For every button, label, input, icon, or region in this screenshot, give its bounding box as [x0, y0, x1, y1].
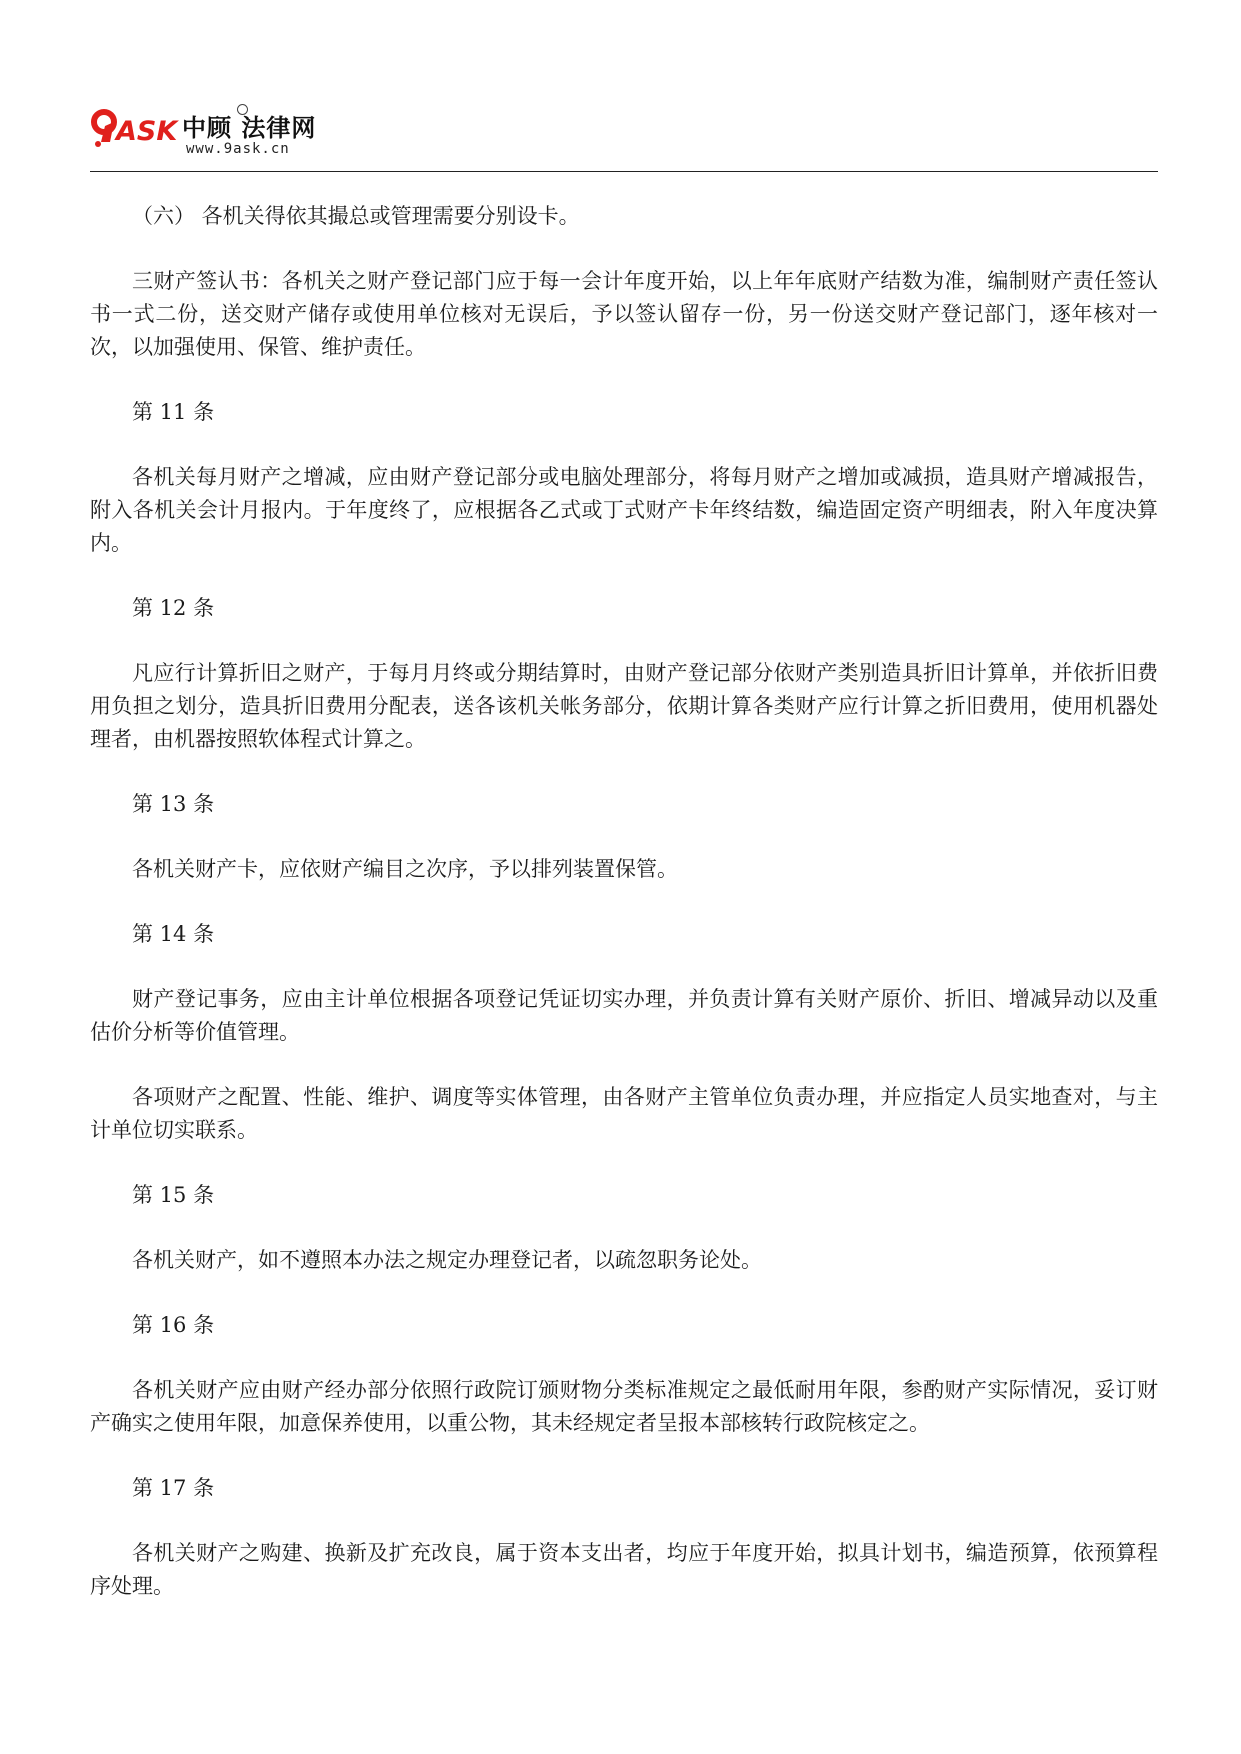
paragraph: 各机关财产卡，应依财产编目之次序，予以排列装置保管。: [132, 857, 678, 881]
article-heading: 第 12 条: [132, 596, 215, 620]
paragraph: 各机关财产，如不遵照本办法之规定办理登记者，以疏忽职务论处。: [132, 1248, 762, 1272]
paragraph: （六） 各机关得依其撮总或管理需要分别设卡。: [132, 204, 580, 228]
page-header: [90, 96, 1158, 172]
paragraph: 三财产签认书：各机关之财产登记部门应于每一会计年度开始，以上年年底财产结数为准，编制财产责任签认书一式二份，送交财产储存或使用单位核对无误后，予以签认留存一份，另一份送交财产登记部门，逐年核对一次，以加强使用、保管、维护责任。: [90, 269, 1158, 359]
article-heading: 第 14 条: [132, 922, 215, 946]
article-heading: 第 17 条: [132, 1476, 215, 1500]
paragraph: 各项财产之配置、性能、维护、调度等实体管理，由各财产主管单位负责办理，并应指定人员实地查对，与主计单位切实联系。: [90, 1085, 1158, 1142]
article-heading: 第 16 条: [132, 1313, 215, 1337]
paragraph: 各机关每月财产之增减，应由财产登记部分或电脑处理部分，将每月财产之增加或减损，造具财产增减报告，附入各机关会计月报内。于年度终了，应根据各乙式或丁式财产卡年终结数，编造固定资产明细表，附入年度决算内。: [90, 465, 1158, 555]
paragraph: 各机关财产之购建、换新及扩充改良，属于资本支出者，均应于年度开始，拟具计划书，编造预算，依预算程序处理。: [90, 1541, 1158, 1598]
article-heading: 第 15 条: [132, 1183, 215, 1207]
document-body: [90, 200, 1158, 1635]
paragraph: 凡应行计算折旧之财产，于每月月终或分期结算时，由财产登记部分依财产类别造具折旧计算单，并依折旧费用负担之划分，造具折旧费用分配表，送各该机关帐务部分，依期计算各类财产应行计算之折旧费用，使用机器处理者，由机器按照软体程式计算之。: [90, 661, 1158, 751]
trademark-icon: [237, 104, 248, 115]
article-heading: 第 11 条: [132, 400, 215, 424]
paragraph: 各机关财产应由财产经办部分依照行政院订颁财物分类标准规定之最低耐用年限，参酌财产实际情况，妥订财产确实之使用年限，加意保养使用，以重公物，其未经规定者呈报本部核转行政院核定之。: [90, 1378, 1158, 1435]
site-logo[interactable]: [90, 104, 330, 164]
header-divider: [90, 171, 1158, 172]
svg-text:ASK: ASK: [116, 116, 178, 147]
article-heading: 第 13 条: [132, 792, 215, 816]
site-url: www.9ask.cn: [186, 141, 290, 157]
brand-name: 中顾 法律网: [182, 114, 317, 142]
paragraph: 财产登记事务，应由主计单位根据各项登记凭证切实办理，并负责计算有关财产原价、折旧、增减异动以及重估价分析等价值管理。: [90, 987, 1158, 1044]
9ask-logo-icon: [90, 104, 182, 150]
